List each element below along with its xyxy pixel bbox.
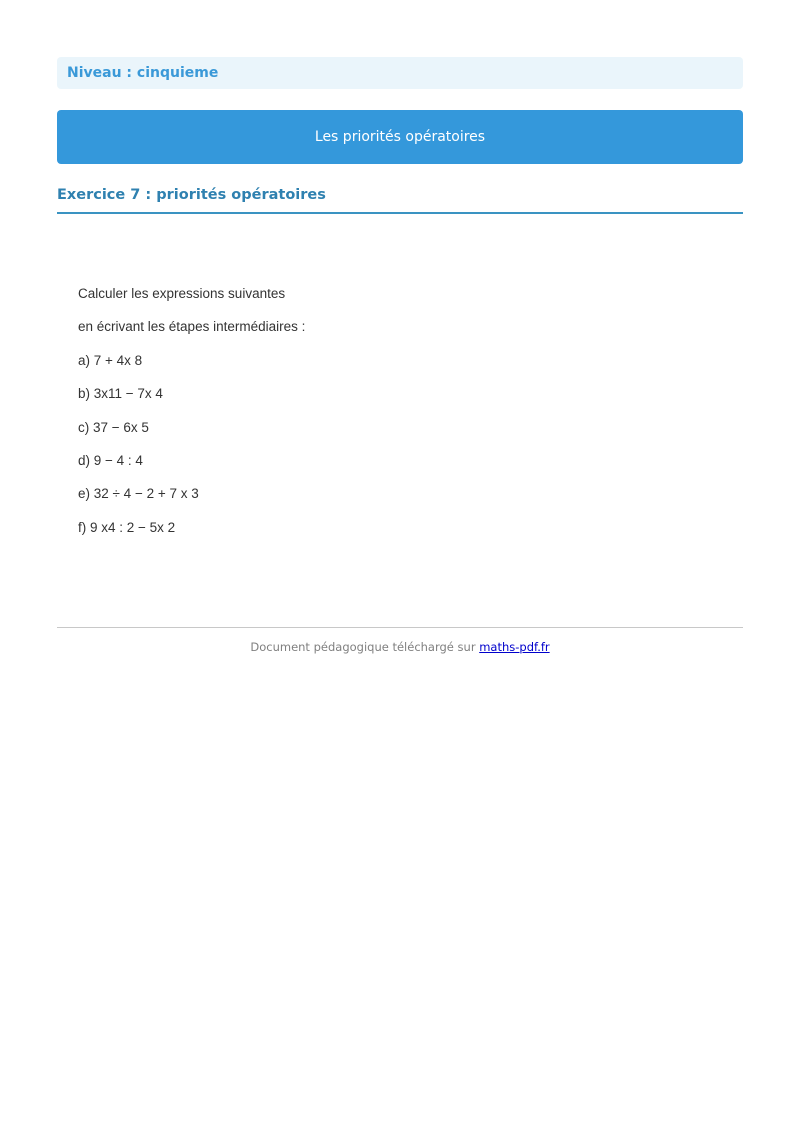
level-box [57, 57, 743, 89]
level-label: Niveau : cinquieme [67, 65, 219, 81]
instruction-line: Calculer les expressions suivantes [78, 286, 286, 301]
footer-text: Document pédagogique téléchargé sur [250, 640, 480, 654]
exercise-heading [57, 184, 743, 214]
exercise-item-e: e) 32 ÷ 4 − 2 + 7 x 3 [78, 486, 199, 502]
title-banner [57, 110, 743, 164]
exercise-body [78, 284, 478, 551]
footer [57, 640, 743, 654]
footer-divider [57, 627, 743, 628]
exercise-item-a: a) 7 + 4x 8 [78, 352, 143, 368]
exercise-item-c: c) 37 − 6x 5 [78, 419, 149, 435]
exercise-title: Exercice 7 : priorités opératoires [57, 187, 326, 203]
exercise-item-b: b) 3x11 − 7x 4 [78, 386, 163, 402]
footer-link[interactable]: maths-pdf.fr [479, 640, 550, 654]
instruction-line: en écrivant les étapes intermédiaires : [78, 319, 306, 335]
page-title: Les priorités opératoires [314, 129, 486, 145]
exercise-item-d: d) 9 − 4 : 4 [78, 452, 143, 468]
exercise-item-f: f) 9 x4 : 2 − 5x 2 [78, 519, 176, 535]
